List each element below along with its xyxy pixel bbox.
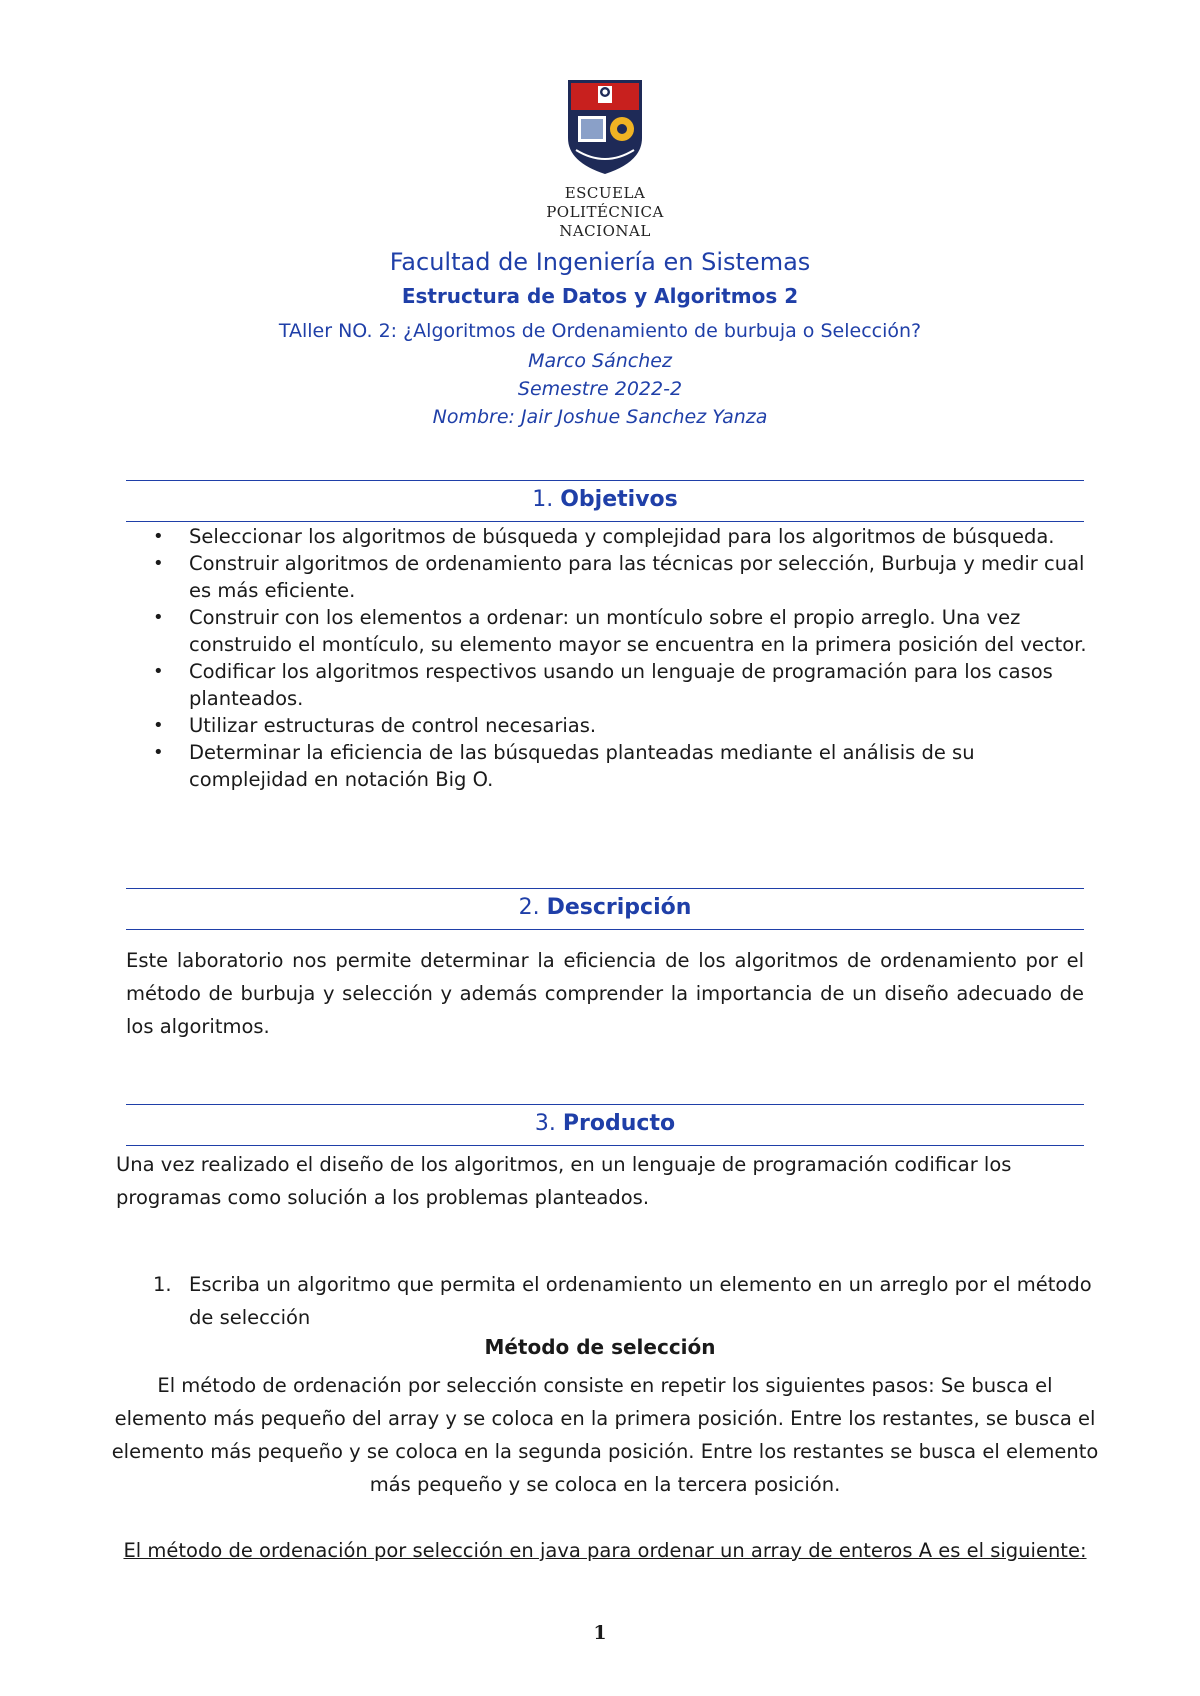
- product-paragraph: Una vez realizado el diseño de los algoritmos, en un lenguaje de programación codificar los programas como solución a los problemas planteados.: [116, 1153, 1012, 1209]
- list-item: • Construir algoritmos de ordenamiento para las técnicas por selección, Burbuja y medir cual es más eficiente.: [153, 550, 1093, 604]
- task-number: 1.: [153, 1273, 172, 1296]
- section-heading-product: [126, 1104, 1084, 1146]
- page-number: 1: [593, 1622, 607, 1644]
- section-title: Producto: [562, 1111, 676, 1136]
- student-name: Nombre: Jair Joshue Sanchez Yanza: [432, 406, 768, 428]
- semester-label: Semestre 2022-2: [517, 378, 683, 400]
- list-item: • Seleccionar los algoritmos de búsqueda y complejidad para los algoritmos de búsqueda.: [153, 523, 1093, 550]
- logo-line-1: ESCUELA: [564, 184, 646, 202]
- task-text: Escriba un algoritmo que permita el ordenamiento un elemento en un arreglo por el método de selección: [189, 1273, 1092, 1329]
- university-name: [540, 184, 670, 241]
- university-logo: [540, 78, 670, 248]
- university-shield-icon: [566, 78, 644, 178]
- list-item: • Determinar la eficiencia de las búsquedas planteadas mediante el análisis de su complejidad en notación Big O.: [153, 739, 1093, 793]
- description-paragraph: Este laboratorio nos permite determinar la eficiencia de los algoritmos de ordenamiento por el método de burbuja y selección y además comprender la importancia de un diseño adecuado de los algoritmos.: [126, 949, 1084, 1038]
- teacher-name: Marco Sánchez: [528, 350, 672, 372]
- list-item: • Construir con los elementos a ordenar: un montículo sobre el propio arreglo. Una vez construido el montículo, su elemento mayor se encuentra en la primera posición del vector.: [153, 604, 1093, 658]
- method-code-intro: El método de ordenación por selección en java para ordenar un array de enteros A es el siguiente:: [123, 1539, 1087, 1562]
- section-number: 1.: [532, 487, 554, 512]
- section-number: 3.: [534, 1111, 556, 1136]
- list-item: • Codificar los algoritmos respectivos usando un lenguaje de programación para los casos planteados.: [153, 658, 1093, 712]
- method-title: Método de selección: [484, 1335, 716, 1359]
- list-item: • Utilizar estructuras de control necesarias.: [153, 712, 1093, 739]
- method-description: El método de ordenación por selección consiste en repetir los siguientes pasos: Se busca el elemento más pequeño del array y se coloca en la primera posición. Entre los restantes, se busca el elemento más pequeño y se coloca en la segunda posición. Entre los restantes se busca el elemento más pequeño y se coloca en la tercera posición.: [111, 1374, 1099, 1496]
- section-heading-description: [126, 888, 1084, 930]
- section-title: Objetivos: [560, 487, 678, 512]
- section-number: 2.: [518, 895, 540, 920]
- section-heading-objectives: [126, 480, 1084, 522]
- objectives-list: [153, 523, 1093, 793]
- faculty-title: Facultad de Ingeniería en Sistemas: [389, 248, 811, 276]
- course-title: Estructura de Datos y Algoritmos 2: [401, 284, 799, 308]
- workshop-title: TAller NO. 2: ¿Algoritmos de Ordenamiento de burbuja o Selección?: [278, 320, 922, 342]
- section-title: Descripción: [546, 895, 692, 920]
- logo-line-2: POLITÉCNICA: [546, 203, 664, 221]
- logo-line-3: NACIONAL: [559, 222, 651, 240]
